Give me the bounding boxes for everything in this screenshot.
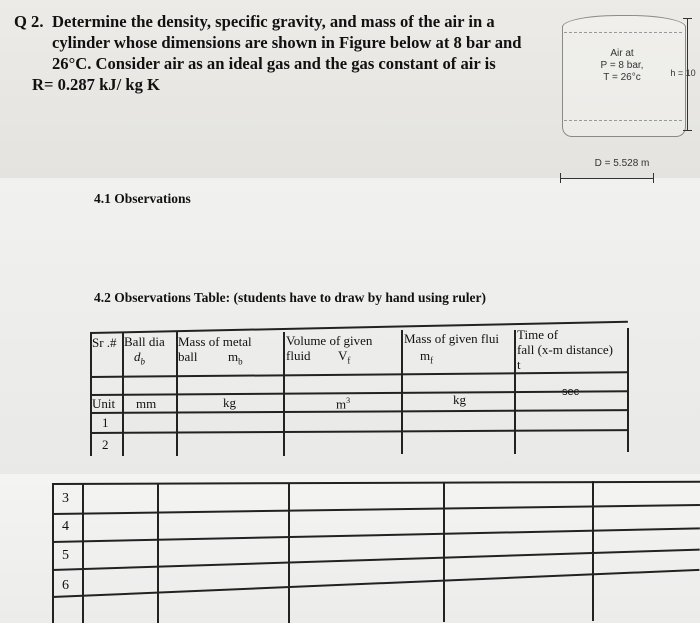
table-col-line-6 <box>627 328 629 452</box>
table-line-row1-bottom <box>90 429 628 433</box>
units-label: Unit <box>92 396 116 411</box>
table-line-header-bottom <box>90 371 628 377</box>
header-time: Time of <box>517 327 559 342</box>
header-sr: Sr .# <box>92 335 117 350</box>
bottom-line-3 <box>52 549 700 571</box>
row-number-4: 4 <box>62 519 69 534</box>
header-ball-dia: Ball dia <box>124 334 165 349</box>
temperature-label: T = 26°c <box>603 72 641 83</box>
observations-table-heading: 4.2 Observations Table: (students have to draw by hand using ruler) <box>94 290 486 305</box>
bottom-line-1 <box>52 504 700 515</box>
bottom-line-4 <box>52 569 700 598</box>
bottom-line-0 <box>52 481 700 485</box>
bottom-col-line-5 <box>592 481 594 621</box>
height-dimension-tick-top <box>683 18 692 19</box>
table-line-units-bottom <box>90 409 628 413</box>
row-number-3: 3 <box>62 491 69 506</box>
header-volume: Volume of given <box>286 333 373 348</box>
bottom-col-line-2 <box>157 483 159 623</box>
diameter-label: D = 5.528 m <box>594 158 650 169</box>
observations-table-bottom <box>52 479 700 623</box>
question-number: Q 2. <box>14 12 44 31</box>
cylinder-top-edge <box>564 18 682 33</box>
pressure-label: P = 8 bar, <box>600 60 644 71</box>
row-number-1: 1 <box>102 415 109 430</box>
cylinder-figure <box>552 10 700 185</box>
observations-heading: 4.1 Observations <box>94 191 191 206</box>
diameter-tick-right <box>653 173 654 183</box>
question-line-1: Determine the density, specific gravity, and mass of the air in a <box>52 12 495 31</box>
table-line-units-top <box>90 390 628 395</box>
units-volume: $m^3$ <box>336 396 351 412</box>
header-ball-dia-symbol: $d_b$ <box>134 349 145 367</box>
bottom-col-line-0 <box>52 483 54 623</box>
header-volume-symbol: $V_f$ <box>338 348 351 366</box>
units-time: sec <box>562 386 580 398</box>
header-mass-fluid-symbol: $m_f$ <box>420 348 434 366</box>
header-volume-fluid: fluid <box>286 348 311 363</box>
units-mass-fluid: kg <box>453 392 466 407</box>
observations-table-top <box>90 316 630 456</box>
diameter-tick-left <box>560 173 561 183</box>
header-time-symbol: t <box>517 357 521 372</box>
units-mass-metal: kg <box>223 395 236 410</box>
table-col-line-5 <box>514 330 516 454</box>
bottom-line-2 <box>52 527 700 543</box>
question-line-2: cylinder whose dimensions are shown in Figure below at 8 bar and <box>52 33 522 52</box>
table-col-line-1 <box>122 332 124 456</box>
air-label: Air at <box>610 48 634 59</box>
header-mass-metal-ball: ball <box>178 349 198 364</box>
table-col-line-3 <box>283 332 285 456</box>
table-col-line-0 <box>90 332 92 456</box>
row-number-6: 6 <box>62 578 69 593</box>
row-number-5: 5 <box>62 548 69 563</box>
row-number-2: 2 <box>102 437 109 452</box>
question-line-3: 26°C. Consider air as an ideal gas and the gas constant of air is <box>52 54 496 73</box>
cylinder-bottom-edge <box>564 120 682 129</box>
question-line-4: R= 0.287 kJ/ kg K <box>32 75 160 94</box>
header-mass-fluid: Mass of given flui <box>404 331 499 346</box>
table-col-line-4 <box>401 330 403 454</box>
bottom-col-line-1 <box>82 483 84 623</box>
height-label: h = 10 <box>670 68 696 78</box>
header-mass-metal: Mass of metal <box>178 334 252 349</box>
diameter-dimension-line <box>560 178 654 179</box>
header-time-fall: fall (x-m distance) <box>517 342 614 357</box>
header-mass-metal-symbol: $m_b$ <box>228 349 243 367</box>
bottom-col-line-4 <box>443 482 445 622</box>
height-dimension-tick-bottom <box>683 130 692 131</box>
bottom-col-line-3 <box>288 483 290 623</box>
units-ball-dia: mm <box>136 396 157 411</box>
